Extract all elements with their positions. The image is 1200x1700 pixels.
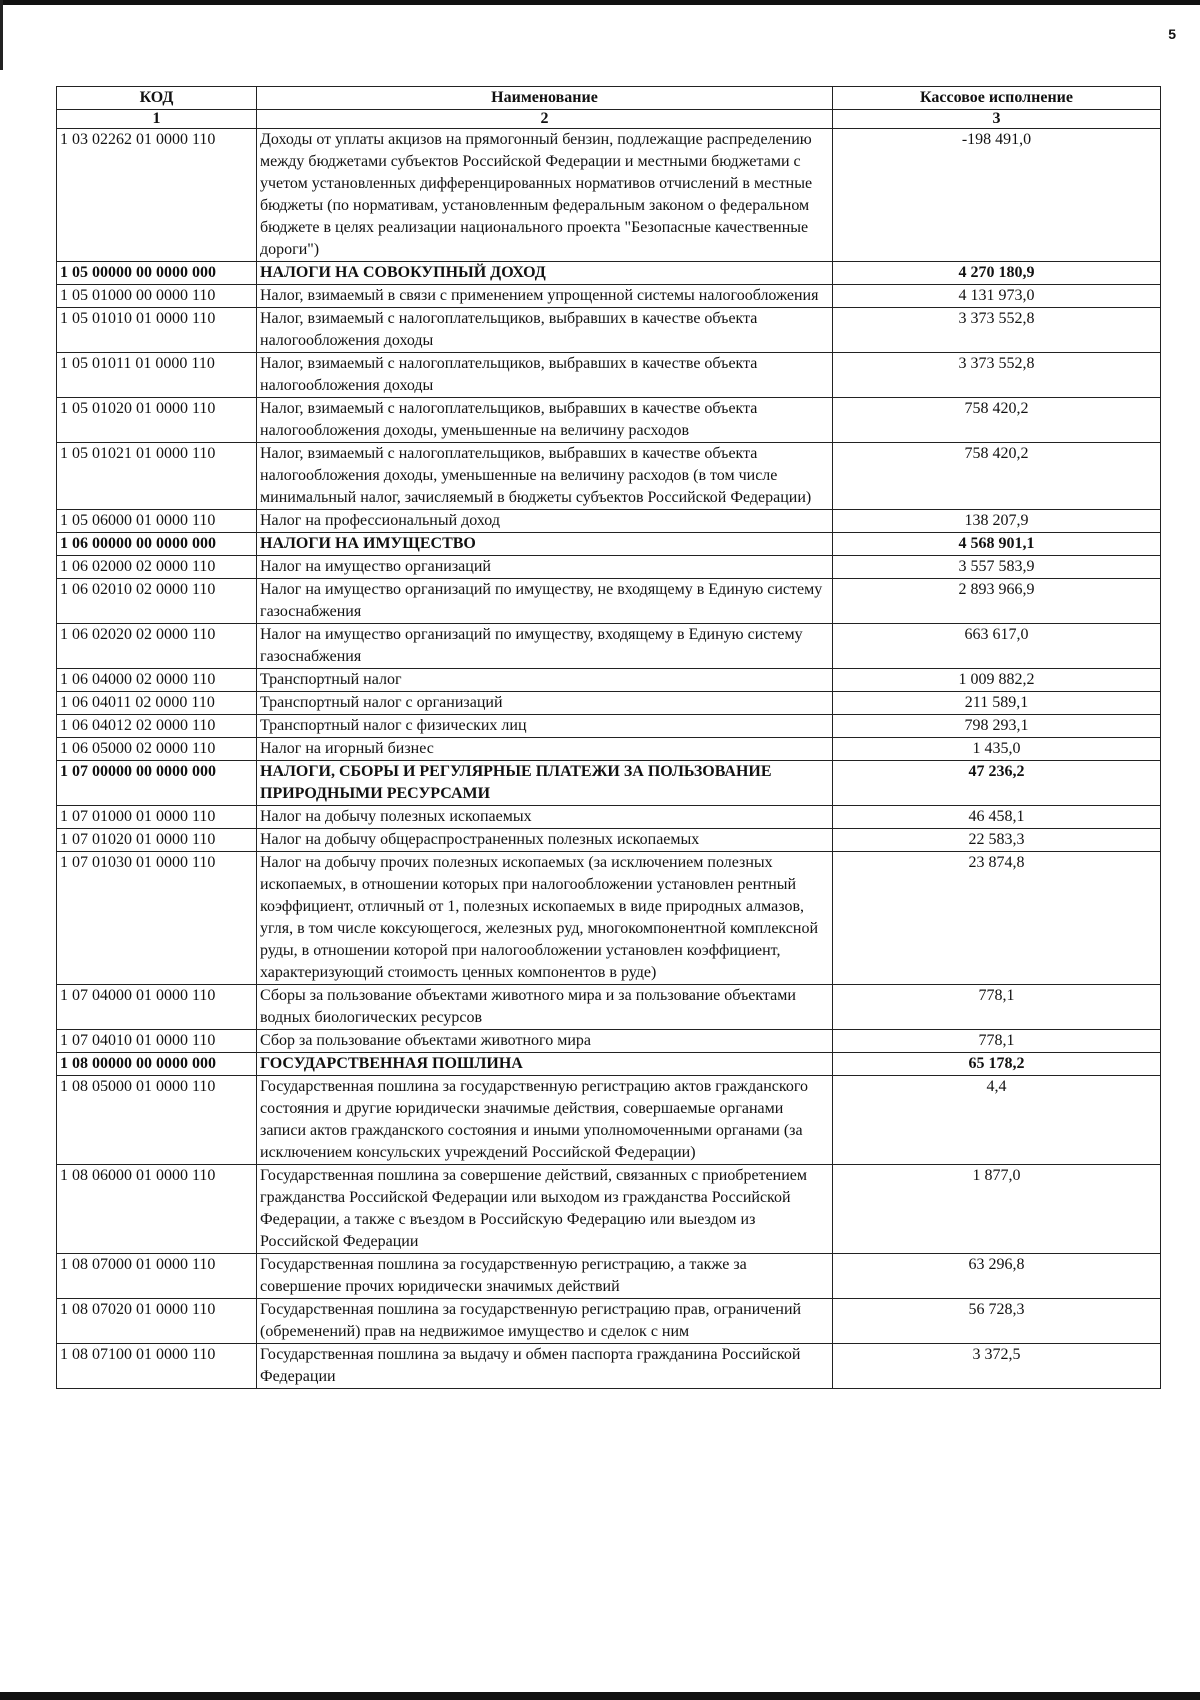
row-code: 1 05 01021 01 0000 110 [57,443,257,510]
row-code: 1 06 02020 02 0000 110 [57,624,257,669]
row-name: НАЛОГИ НА ИМУЩЕСТВО [257,533,833,556]
row-name: Налог на игорный бизнес [257,738,833,761]
row-code: 1 07 01000 01 0000 110 [57,806,257,829]
table-row [57,556,1161,579]
table-row [57,852,1161,985]
header-amount: Кассовое исполнение [833,87,1161,110]
table-row [57,533,1161,556]
table-row [57,129,1161,262]
row-amount: 65 178,2 [833,1053,1161,1076]
table-row [57,353,1161,398]
scan-bottom-edge [0,1692,1200,1700]
row-name: Налог на имущество организаций по имуществу, не входящему в Единую систему газоснабжения [257,579,833,624]
row-amount: 3 373 552,8 [833,308,1161,353]
row-code: 1 06 02010 02 0000 110 [57,579,257,624]
row-code: 1 08 00000 00 0000 000 [57,1053,257,1076]
row-amount: 47 236,2 [833,761,1161,806]
row-code: 1 05 01011 01 0000 110 [57,353,257,398]
row-name: Государственная пошлина за государственную регистрацию, а также за совершение прочих юридически значимых действий [257,1254,833,1299]
row-code: 1 06 04000 02 0000 110 [57,669,257,692]
row-name: Налог на имущество организаций по имуществу, входящему в Единую систему газоснабжения [257,624,833,669]
row-name: НАЛОГИ, СБОРЫ И РЕГУЛЯРНЫЕ ПЛАТЕЖИ ЗА ПОЛЬЗОВАНИЕ ПРИРОДНЫМИ РЕСУРСАМИ [257,761,833,806]
table-row [57,443,1161,510]
row-amount: 4 568 901,1 [833,533,1161,556]
row-code: 1 05 01010 01 0000 110 [57,308,257,353]
row-amount: 4,4 [833,1076,1161,1165]
row-amount: 23 874,8 [833,852,1161,985]
row-name: Налог, взимаемый с налогоплательщиков, выбравших в качестве объекта налогообложения доходы, уменьшенные на величину расходов [257,398,833,443]
row-amount: 1 009 882,2 [833,669,1161,692]
row-amount: 138 207,9 [833,510,1161,533]
column-number-row [57,110,1161,129]
row-name: Транспортный налог [257,669,833,692]
header-code: КОД [57,87,257,110]
row-name: Государственная пошлина за государственную регистрацию прав, ограничений (обременений) прав на недвижимое имущество и сделок с ним [257,1299,833,1344]
row-amount: 2 893 966,9 [833,579,1161,624]
row-amount: 56 728,3 [833,1299,1161,1344]
row-code: 1 06 05000 02 0000 110 [57,738,257,761]
table-row [57,624,1161,669]
row-amount: 63 296,8 [833,1254,1161,1299]
table-row [57,285,1161,308]
row-amount: 4 270 180,9 [833,262,1161,285]
row-code: 1 05 00000 00 0000 000 [57,262,257,285]
row-name: Налог, взимаемый с налогоплательщиков, выбравших в качестве объекта налогообложения доходы [257,353,833,398]
row-code: 1 05 01020 01 0000 110 [57,398,257,443]
table-row [57,398,1161,443]
row-amount: -198 491,0 [833,129,1161,262]
table-row [57,1076,1161,1165]
column-number: 1 [57,110,257,129]
row-name: Сборы за пользование объектами животного мира и за пользование объектами водных биологических ресурсов [257,985,833,1030]
row-code: 1 08 07100 01 0000 110 [57,1344,257,1389]
row-amount: 3 557 583,9 [833,556,1161,579]
row-code: 1 08 05000 01 0000 110 [57,1076,257,1165]
scan-top-edge [0,0,1200,5]
row-code: 1 08 07000 01 0000 110 [57,1254,257,1299]
row-amount: 3 372,5 [833,1344,1161,1389]
row-name: Налог на добычу полезных ископаемых [257,806,833,829]
table-row [57,1053,1161,1076]
row-name: Транспортный налог с физических лиц [257,715,833,738]
row-code: 1 06 04012 02 0000 110 [57,715,257,738]
table-row [57,1030,1161,1053]
row-amount: 758 420,2 [833,443,1161,510]
column-number: 3 [833,110,1161,129]
header-name: Наименование [257,87,833,110]
table-row [57,1299,1161,1344]
row-code: 1 07 04010 01 0000 110 [57,1030,257,1053]
row-name: Налог на профессиональный доход [257,510,833,533]
row-code: 1 05 01000 00 0000 110 [57,285,257,308]
row-amount: 3 373 552,8 [833,353,1161,398]
row-name: Налог на добычу общераспространенных полезных ископаемых [257,829,833,852]
row-amount: 798 293,1 [833,715,1161,738]
row-amount: 211 589,1 [833,692,1161,715]
row-code: 1 05 06000 01 0000 110 [57,510,257,533]
table-row [57,1344,1161,1389]
column-number: 2 [257,110,833,129]
table-row [57,738,1161,761]
row-name: ГОСУДАРСТВЕННАЯ ПОШЛИНА [257,1053,833,1076]
row-amount: 46 458,1 [833,806,1161,829]
row-amount: 4 131 973,0 [833,285,1161,308]
table-row [57,715,1161,738]
row-name: НАЛОГИ НА СОВОКУПНЫЙ ДОХОД [257,262,833,285]
table-row [57,761,1161,806]
row-name: Налог, взимаемый в связи с применением упрощенной системы налогообложения [257,285,833,308]
row-code: 1 07 01030 01 0000 110 [57,852,257,985]
table-header-row [57,87,1161,110]
table-row [57,806,1161,829]
row-code: 1 07 04000 01 0000 110 [57,985,257,1030]
row-code: 1 08 07020 01 0000 110 [57,1299,257,1344]
row-code: 1 07 00000 00 0000 000 [57,761,257,806]
table-row [57,308,1161,353]
row-amount: 1 877,0 [833,1165,1161,1254]
table-row [57,692,1161,715]
row-name: Налог на имущество организаций [257,556,833,579]
row-amount: 22 583,3 [833,829,1161,852]
row-name: Доходы от уплаты акцизов на прямогонный бензин, подлежащие распределению между бюджетами субъектов Российской Федерации и местными бюджетами с учетом установленных дифференцированных нормативов отчислений в местные бюджеты (по нормативам, установленным федеральным законом о федеральном бюджете в целях реализации национального проекта "Безопасные качественные дороги") [257,129,833,262]
table-row [57,510,1161,533]
table-row [57,829,1161,852]
table-row [57,262,1161,285]
page-number: 5 [1168,26,1176,42]
row-name: Транспортный налог с организаций [257,692,833,715]
row-name: Налог на добычу прочих полезных ископаемых (за исключением полезных ископаемых, в отношении которых при налогообложении установлен рентный коэффициент, отличный от 1, полезных ископаемых в виде природных алмазов, угля, в том числе коксующегося, железных руд, многокомпонентной комплексной руды, в отношении которой при налогообложении установлен коэффициент, характеризующий стоимость ценных компонентов в руде) [257,852,833,985]
scan-left-edge [0,0,3,70]
table-row [57,669,1161,692]
row-amount: 663 617,0 [833,624,1161,669]
row-code: 1 06 00000 00 0000 000 [57,533,257,556]
table-row [57,1254,1161,1299]
table-row [57,1165,1161,1254]
row-code: 1 03 02262 01 0000 110 [57,129,257,262]
row-name: Государственная пошлина за совершение действий, связанных с приобретением гражданства Российской Федерации или выходом из гражданства Российской Федерации, а также с въездом в Российскую Федерацию или выездом из Российской Федерации [257,1165,833,1254]
revenue-table [56,86,1161,1389]
table-row [57,985,1161,1030]
row-code: 1 06 02000 02 0000 110 [57,556,257,579]
row-name: Государственная пошлина за выдачу и обмен паспорта гражданина Российской Федерации [257,1344,833,1389]
row-code: 1 08 06000 01 0000 110 [57,1165,257,1254]
row-code: 1 07 01020 01 0000 110 [57,829,257,852]
row-name: Налог, взимаемый с налогоплательщиков, выбравших в качестве объекта налогообложения доходы, уменьшенные на величину расходов (в том числе минимальный налог, зачисляемый в бюджеты субъектов Российской Федерации) [257,443,833,510]
row-name: Налог, взимаемый с налогоплательщиков, выбравших в качестве объекта налогообложения доходы [257,308,833,353]
row-amount: 758 420,2 [833,398,1161,443]
table-row [57,579,1161,624]
row-name: Государственная пошлина за государственную регистрацию актов гражданского состояния и другие юридически значимые действия, совершаемые органами записи актов гражданского состояния и иными уполномоченными органами (за исключением консульских учреждений Российской Федерации) [257,1076,833,1165]
row-amount: 778,1 [833,1030,1161,1053]
row-amount: 1 435,0 [833,738,1161,761]
row-amount: 778,1 [833,985,1161,1030]
row-name: Сбор за пользование объектами животного мира [257,1030,833,1053]
row-code: 1 06 04011 02 0000 110 [57,692,257,715]
